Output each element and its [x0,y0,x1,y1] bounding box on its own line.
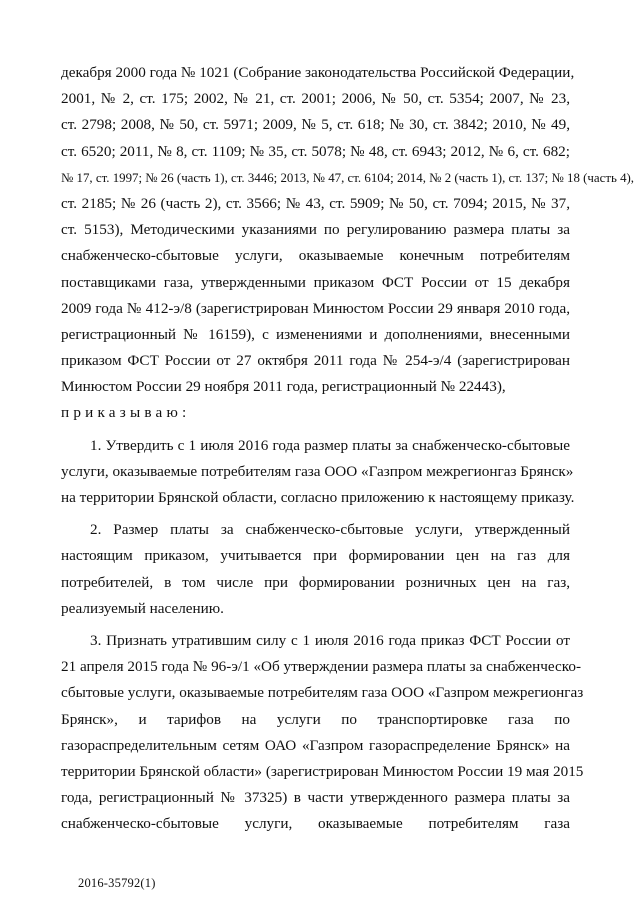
item-1-line: услуги, оказываемые потребителям газа ООО «Газпром межрегионгаз Брянск» [61,462,574,480]
intro-line: регистрационный № 16159), с изменениями и дополнениями, внесенными [61,325,570,343]
item-3-line: газораспределительным сетям ОАО «Газпром газораспределение Брянск» на [61,736,570,754]
intro-line: 2009 года № 412-э/8 (зарегистрирован Минюстом России 29 января 2010 года, [61,299,570,317]
item-3-paragraph [61,628,584,838]
item-2-paragraph [61,517,570,622]
intro-line: декабря 2000 года № 1021 (Собрание законодательства Российской Федерации, [61,64,575,81]
item-3-line: года, регистрационный № 37325) в части утвержденного размера платы за [61,789,570,807]
intro-line: Минюстом России 29 ноября 2011 года, регистрационный № 22443), [61,378,506,396]
item-1-line: на территории Брянской области, согласно приложению к настоящему приказу. [61,489,575,506]
intro-line: приказом ФСТ России от 27 октября 2011 года № 254-э/4 (зарегистрирован [61,352,570,370]
intro-line: № 17, ст. 1997; № 26 (часть 1), ст. 3446; 2013, № 47, ст. 6104; 2014, № 2 (часть 1), ст. 137; № 18 (часть 4), [61,170,635,185]
item-1-paragraph [61,433,575,512]
item-2-line: потребителей, в том числе при формировании розничных цен на газ, [61,573,570,591]
item-2-line: 2. Размер платы за снабженческо-сбытовые услуги, утвержденный [90,521,570,539]
item-3-line: сбытовые услуги, оказываемые потребителям газа ООО «Газпром межрегионгаз [61,684,584,702]
item-2-line: реализуемый населению. [61,599,224,617]
intro-line: поставщиками газа, утвержденными приказом ФСТ России от 15 декабря [61,273,570,291]
intro-line: ст. 5153), Методическими указаниями по регулированию размера платы за [61,221,570,239]
order-word: приказываю: [61,404,191,422]
item-3-line: Брянск», и тарифов на услуги по транспортировке газа по [61,710,570,728]
intro-line: 2001, № 2, ст. 175; 2002, № 21, ст. 2001; 2006, № 50, ст. 5354; 2007, № 23, [61,90,570,108]
item-3-line: 21 апреля 2015 года № 96-э/1 «Об утверждении размера платы за снабженческо- [61,658,582,676]
item-1-line: 1. Утвердить с 1 июля 2016 года размер платы за снабженческо-сбытовые [90,436,570,454]
item-3-line: территории Брянской области» (зарегистрирован Минюстом России 19 мая 2015 [61,762,584,780]
footer-document-code: 2016-35792(1) [78,876,156,890]
item-2-line: настоящим приказом, учитывается при формировании цен на газ для [61,547,570,565]
intro-line: ст. 2798; 2008, № 50, ст. 5971; 2009, № 5, ст. 618; № 30, ст. 3842; 2010, № 49, [61,116,570,134]
intro-paragraph [61,60,635,400]
item-3-line: 3. Признать утратившим силу с 1 июля 2016 года приказ ФСТ России от [90,631,570,649]
intro-line: снабженческо-сбытовые услуги, оказываемые конечным потребителям [61,247,570,265]
intro-line: ст. 6520; 2011, № 8, ст. 1109; № 35, ст. 5078; № 48, ст. 6943; 2012, № 6, ст. 682; [61,142,570,160]
item-3-line: снабженческо-сбытовые услуги, оказываемые потребителям газа [61,815,570,833]
document-body [61,60,635,837]
intro-line: ст. 2185; № 26 (часть 2), ст. 3566; № 43, ст. 5909; № 50, ст. 7094; 2015, № 37, [61,194,570,212]
